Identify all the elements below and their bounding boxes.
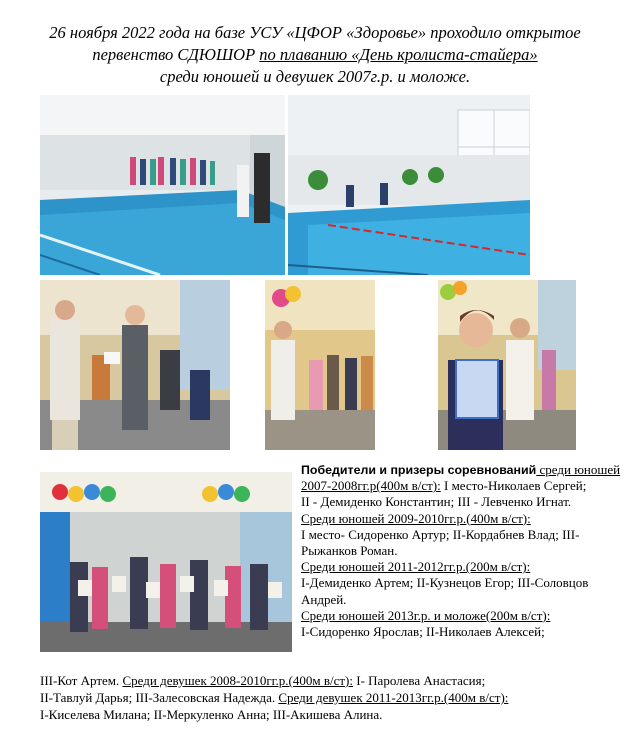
group-4-places: I-Сидоренко Ярослав; II-Николаев Алексей; — [301, 624, 545, 640]
photo-award-ceremony-1 — [40, 280, 230, 450]
photo-winner-diploma — [438, 280, 576, 450]
group-2-title: Среди юношей 2009-2010гг.р.(400м в/ст): — [301, 510, 531, 526]
group-1-winner: I место-Николаев Сергей; — [440, 478, 587, 494]
group-4-title: Среди юношей 2013г.р. и моложе(200м в/ст): — [301, 607, 551, 623]
results-line-1: III-Кот Артем. Среди девушек 2008-2010гг.р.(400м в/ст): I- Паролева Анастасия; — [40, 673, 486, 688]
photo-pool-lanes — [288, 95, 530, 275]
girls-group-2-title: Среди девушек 2011-2013гг.р.(400м в/ст): — [278, 690, 509, 705]
header-line-2: первенство СДЮШОР по плаванию «День кролиста-стайера» — [92, 45, 538, 64]
photo-group — [40, 472, 292, 652]
header-line-1: 26 ноября 2022 года на базе УСУ «ЦФОР «Здоровье» проходило открытое — [49, 23, 581, 42]
group-3-title: Среди юношей 2011-2012гг.р.(200м в/ст): — [301, 559, 531, 575]
competition-name: по плаванию «День кролиста-стайера» — [259, 45, 538, 64]
results-line-3: I-Киселева Милана; II-Меркуленко Анна; III-Акишева Алина. — [40, 707, 383, 722]
document-header — [0, 22, 630, 88]
group-1-places: II - Демиденко Константин; III - Левченко Игнат. — [301, 494, 572, 510]
girls-group-1-title: Среди девушек 2008-2010гг.р.(400м в/ст): — [122, 673, 353, 688]
group-1-title: среди юношей 2007-2008гг.р(400м в/ст): — [301, 462, 621, 494]
header-line-3: среди юношей и девушек 2007г.р. и моложе. — [159, 67, 471, 86]
results-heading: Победители и призеры соревнований — [301, 463, 537, 477]
results-line-2: II-Тавлуй Дарья; III-Залесовская Надежда. Среди девушек 2011-2013гг.р.(400м в/ст): — [40, 690, 509, 705]
group-3-places: I-Демиденко Артем; II-Кузнецов Егор; III-Соловцов Андрей. — [301, 575, 589, 607]
results-section — [301, 462, 623, 640]
photo-pool-lineup — [40, 95, 285, 275]
photo-award-ceremony-2 — [265, 280, 375, 450]
group-2-places: I место- Сидоренко Артур; II-Кордабнев Влад; III- Рыжанков Роман. — [301, 526, 580, 559]
